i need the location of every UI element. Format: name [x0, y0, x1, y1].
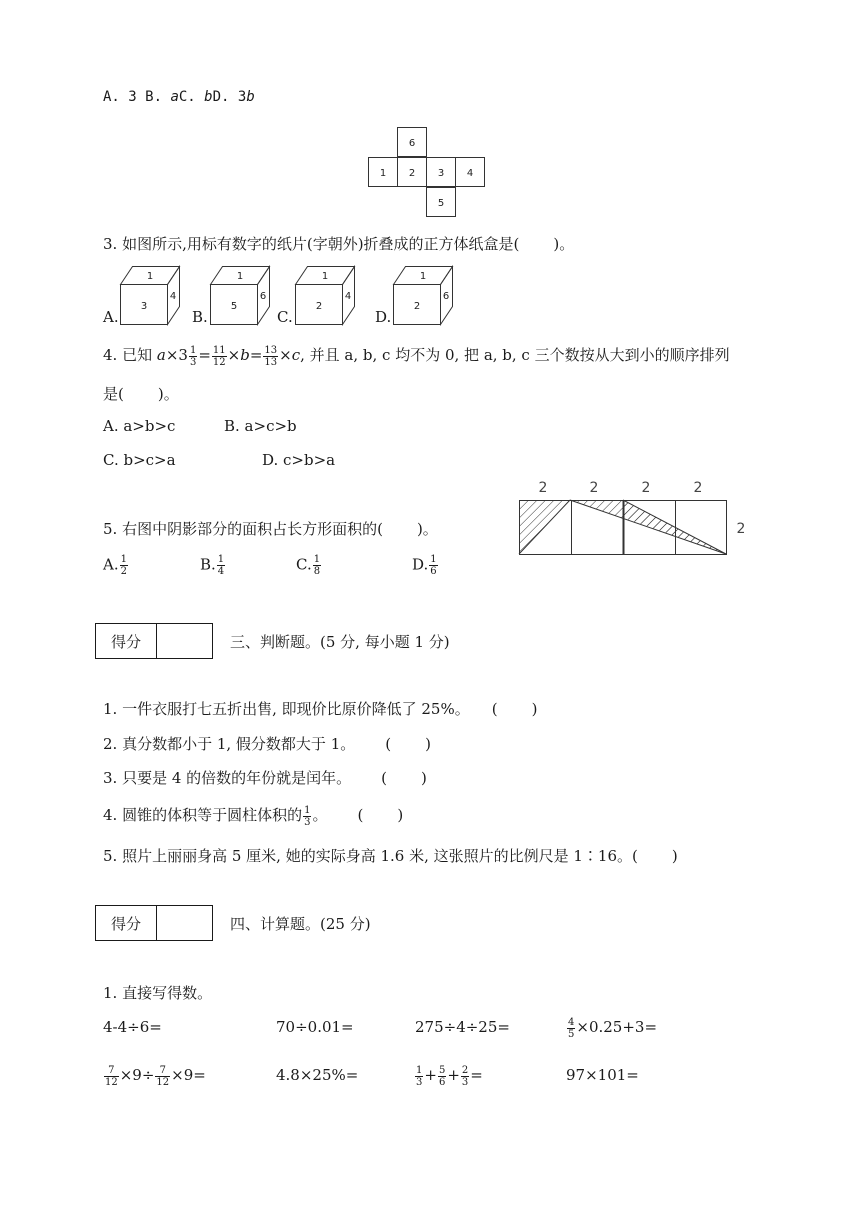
q5-option-a-label: A.	[103, 555, 119, 574]
q4-option-c: C. b>c>a	[103, 451, 176, 469]
net-cell-2: 2	[408, 168, 416, 179]
q3-option-b-label: B.	[192, 308, 208, 326]
q4-var-a: a	[156, 346, 166, 364]
q5-option-b-frac	[217, 554, 225, 577]
calc-1-2: 70÷0.01=	[276, 1018, 354, 1036]
figure-label-top-2: 2	[589, 480, 599, 496]
judge-item-4-end: 。	[312, 806, 328, 824]
q4-line2: 是(	[103, 385, 124, 403]
judge-item-2	[103, 733, 431, 754]
q4-frac2-num: 11	[212, 344, 226, 356]
cube-d-top: 1	[419, 271, 427, 282]
calc-1-1: 4-4÷6=	[103, 1018, 162, 1036]
calc-frac-num: 2	[461, 1064, 469, 1076]
net-cell-bottom: 5	[437, 198, 445, 209]
figure-label-top-1: 2	[538, 480, 548, 496]
score-box-section4	[95, 905, 213, 941]
calc-frac-den: 12	[156, 1076, 170, 1088]
q4-option-a: A. a>b>c	[103, 417, 176, 435]
q5-option-a-frac	[120, 554, 128, 577]
net-cell-top: 6	[408, 138, 416, 149]
q4-times2: ×	[227, 346, 241, 364]
q2-option-c-text: C.	[178, 89, 205, 105]
calc-frac-num: 7	[155, 1065, 170, 1077]
q5-stem-text: 5. 右图中阴影部分的面积占长方形面积的(	[103, 520, 383, 538]
q4-frac3	[263, 345, 278, 368]
cube-c-side: 4	[344, 291, 352, 302]
q5-c-num: 1	[313, 554, 321, 565]
section3-title: 三、判断题。(5 分, 每小题 1 分)	[230, 633, 450, 651]
q4-var-b: b	[240, 346, 250, 364]
calc-frac-num: 4	[568, 1016, 575, 1028]
q5-stem-end: )。	[416, 520, 438, 538]
calc-2-3-frac3	[461, 1065, 469, 1088]
q5-a-den: 2	[120, 566, 127, 577]
paren-close: )	[425, 735, 431, 753]
q2-option-a-var: a	[170, 89, 179, 105]
calc-1-4-frac	[567, 1017, 575, 1040]
paren-open: (	[357, 806, 364, 824]
calc-frac-den: 3	[461, 1076, 469, 1088]
q3-stem-text: 3. 如图所示,用标有数字的纸片(字朝外)折叠成的正方体纸盒是(	[103, 235, 520, 253]
calc-2-1-mid: ×9÷	[119, 1066, 155, 1084]
judge-frac-num: 1	[304, 804, 311, 816]
q3-option-d-label: D.	[375, 308, 392, 326]
judge-item-3	[103, 767, 427, 788]
q4-var-c: c	[291, 346, 301, 364]
judge-item-2-text: 2. 真分数都小于 1, 假分数都大于 1。	[103, 735, 356, 753]
calc-2-1-frac2	[155, 1065, 170, 1088]
q5-option-d	[412, 554, 439, 577]
paren-open: (	[385, 735, 392, 753]
paren-close: )	[531, 700, 538, 718]
calc-2-4: 97×101=	[566, 1066, 639, 1084]
q5-rectangle-figure	[512, 474, 757, 559]
q5-d-num: 1	[430, 554, 437, 565]
calc-2-3	[414, 1060, 483, 1090]
q4-frac3-num: 13	[264, 344, 278, 356]
calc-frac-num: 1	[416, 1064, 423, 1076]
calc-2-3-op1: +	[424, 1066, 437, 1084]
judge-frac-den: 3	[304, 816, 311, 828]
calc-frac-den: 5	[568, 1028, 575, 1040]
q3-stem	[103, 233, 574, 254]
cube-c-top: 1	[321, 271, 329, 282]
q5-option-b	[200, 554, 226, 577]
q5-option-c-label: C.	[296, 555, 312, 574]
judge-item-3-text: 3. 只要是 4 的倍数的年份就是闰年。	[103, 769, 352, 787]
calc-frac-num: 7	[104, 1065, 119, 1077]
paren-open: (	[491, 700, 498, 718]
q2-options	[103, 89, 255, 105]
q3-option-a-label: A.	[103, 308, 119, 326]
paren-close: )	[421, 769, 427, 787]
q4-option-b: B. a>c>b	[224, 417, 297, 435]
q4-frac1-den: 3	[189, 356, 197, 368]
q4-times3: ×	[279, 346, 292, 364]
paren-close: )	[397, 806, 404, 824]
calc-sub1-title: 1. 直接写得数。	[103, 984, 213, 1002]
calc-frac-den: 6	[438, 1076, 446, 1088]
q4-frac1	[189, 345, 197, 368]
q5-stem	[103, 518, 438, 539]
score-box-section3	[95, 623, 213, 659]
q5-option-a	[103, 554, 129, 577]
q4-eq2: =	[249, 346, 263, 364]
q4-eq1: =	[198, 346, 211, 364]
cube-option-a	[118, 265, 182, 327]
cube-option-b	[208, 265, 272, 327]
calc-2-1	[103, 1060, 206, 1090]
cube-c-front: 2	[315, 301, 323, 312]
q3-stem-end: )。	[553, 235, 575, 253]
calc-frac-den: 3	[416, 1076, 423, 1088]
figure-label-side: 2	[736, 521, 746, 537]
q5-option-c-frac	[313, 554, 321, 577]
figure-label-top-4: 2	[693, 480, 703, 496]
cube-d-side: 6	[442, 291, 450, 302]
q5-option-c	[296, 554, 322, 577]
q2-option-c-var: b	[204, 89, 213, 105]
calc-2-1-frac1	[104, 1065, 119, 1088]
q4-stem-line1	[103, 340, 730, 370]
score-label: 得分	[96, 906, 157, 940]
paren-open: (	[632, 847, 638, 865]
judge-item-1	[103, 698, 537, 719]
cube-d-front: 2	[413, 301, 421, 312]
cube-b-front: 5	[230, 301, 238, 312]
q5-d-den: 6	[430, 566, 437, 577]
cube-a-top: 1	[146, 271, 154, 282]
judge-item-1-text: 1. 一件衣服打七五折出售, 即现价比原价降低了 25%。	[103, 700, 470, 718]
calc-1-3: 275÷4÷25=	[415, 1018, 510, 1036]
net-cell-4: 4	[466, 168, 474, 179]
q5-option-b-label: B.	[200, 555, 216, 574]
q4-frac1-num: 1	[189, 344, 197, 356]
q5-a-num: 1	[120, 554, 127, 565]
q3-option-c-label: C.	[277, 308, 293, 326]
q4-frac3-den: 13	[264, 356, 278, 368]
cube-a-front: 3	[140, 301, 148, 312]
cube-option-d	[391, 265, 455, 327]
calc-frac-num: 5	[438, 1064, 446, 1076]
net-cell-1: 1	[379, 168, 387, 179]
judge-item-5-text: 5. 照片上丽丽身高 5 厘米, 她的实际身高 1.6 米, 这张照片的比例尺是 1∶16。	[103, 847, 633, 865]
figure-label-top-3: 2	[641, 480, 651, 496]
q4-frac2-den: 12	[212, 356, 226, 368]
q2-option-d-text: D. 3	[212, 89, 247, 105]
q4-line2-end: )。	[157, 385, 179, 403]
cube-net-figure	[368, 127, 488, 217]
calc-1-4-text: ×0.25+3=	[576, 1018, 658, 1036]
q2-option-a-text: A. 3 B.	[103, 89, 171, 105]
calc-2-3-op2: +	[447, 1066, 460, 1084]
q4-frac2	[212, 345, 227, 368]
score-label: 得分	[96, 624, 157, 658]
net-cell-3: 3	[437, 168, 445, 179]
judge-item-4-frac	[303, 805, 311, 828]
q4-times1: ×3	[165, 346, 188, 364]
q4-option-d: D. c>b>a	[262, 451, 336, 469]
judge-item-4	[103, 800, 403, 830]
cube-option-c	[293, 265, 357, 327]
q2-option-d-var: b	[246, 89, 255, 105]
calc-2-3-end: =	[470, 1066, 483, 1084]
q5-b-num: 1	[217, 554, 225, 565]
calc-frac-den: 12	[105, 1076, 118, 1088]
calc-2-1-end: ×9=	[171, 1066, 206, 1084]
q5-c-den: 8	[313, 566, 321, 577]
cube-b-top: 1	[236, 271, 244, 282]
q4-rest: , 并且 a, b, c 均不为 0, 把 a, b, c 三个数按从大到小的顺序排列	[300, 346, 730, 364]
cube-a-side: 4	[169, 291, 177, 302]
calc-2-3-frac1	[415, 1065, 423, 1088]
q5-option-d-frac	[429, 554, 437, 577]
q4-stem-line2	[103, 383, 179, 404]
judge-item-5	[103, 845, 678, 866]
calc-2-2: 4.8×25%=	[276, 1066, 359, 1084]
q5-option-d-label: D.	[412, 555, 429, 574]
q4-prefix: 4. 已知	[103, 346, 157, 364]
calc-2-3-frac2	[438, 1065, 446, 1088]
calc-1-4	[566, 1012, 657, 1042]
section4-title: 四、计算题。(25 分)	[230, 915, 371, 933]
q5-b-den: 4	[217, 566, 225, 577]
paren-open: (	[381, 769, 388, 787]
judge-item-4-text: 4. 圆锥的体积等于圆柱体积的	[103, 806, 303, 824]
cube-b-side: 6	[259, 291, 267, 302]
paren-close: )	[671, 847, 678, 865]
